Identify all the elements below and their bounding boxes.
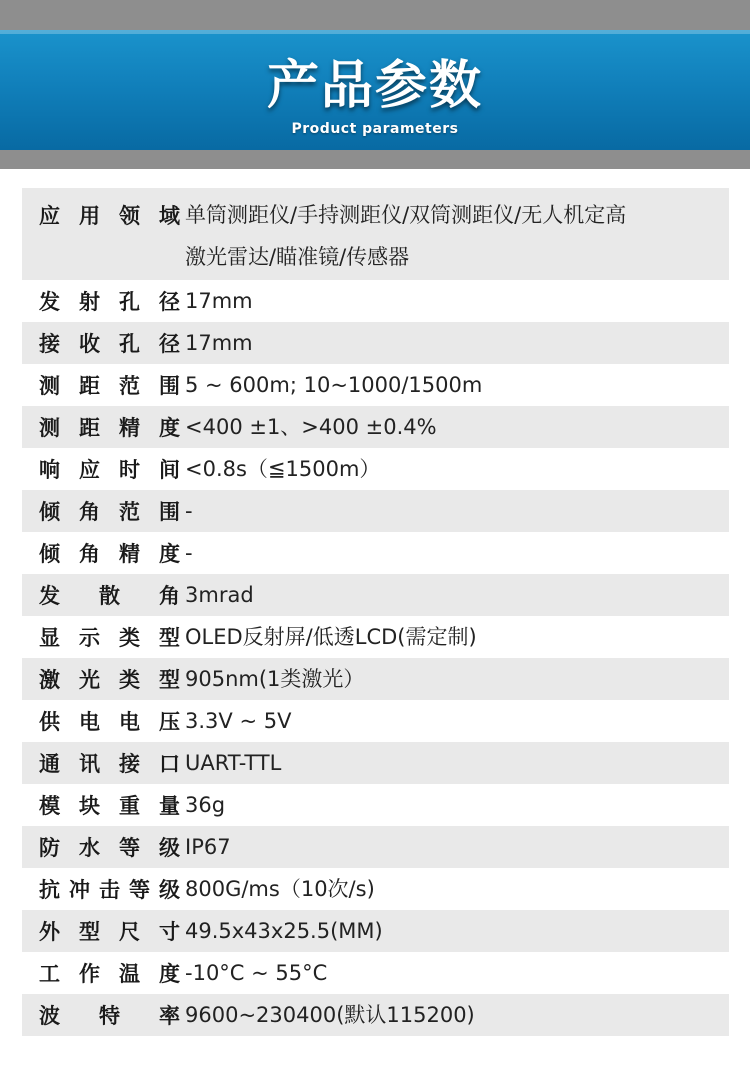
row-label-char: 击 [99,878,120,902]
table-row [22,868,729,910]
table-row [22,364,729,406]
row-value: 9600~230400(默认115200) [185,1003,475,1027]
value-line: 激光雷达/瞄准镜/传感器 [185,245,410,269]
row-value: OLED反射屏/低透LCD(需定制) [185,625,477,649]
row-label-char: 压 [159,710,180,734]
row-label [22,496,182,526]
row-label-char: 等 [119,836,140,860]
table-row [22,616,729,658]
row-label-char: 寸 [159,920,180,944]
row-label-char: 径 [159,290,180,314]
row-label-char: 重 [119,794,140,818]
table-row [22,490,729,532]
row-label [22,832,182,862]
value-line: 单筒测距仪/手持测距仪/双筒测距仪/无人机定高 [185,203,627,227]
bottom-gray-strip [0,150,750,169]
row-value [182,194,626,278]
row-label-char: 距 [79,416,100,440]
row-label-char: 供 [39,710,60,734]
row-value: 3.3V ~ 5V [185,709,292,733]
row-label-char: 发 [39,290,60,314]
row-label-char: 响 [39,458,60,482]
row-label [22,200,182,230]
row-label-char: 距 [79,374,100,398]
row-label-char: 应 [79,458,100,482]
table-row [22,532,729,574]
row-label-char: 电 [79,710,100,734]
row-label-char: 型 [159,626,180,650]
row-value: 49.5x43x25.5(MM) [185,919,383,943]
row-label-char: 率 [159,1004,180,1028]
row-value: - [185,541,193,565]
row-label [22,580,182,610]
table-row [22,188,729,280]
row-label-char: 围 [159,374,180,398]
row-label-char: 特 [99,1004,120,1028]
row-label-char: 收 [79,332,100,356]
table-row [22,742,729,784]
row-label [22,286,182,316]
row-value: 17mm [185,331,253,355]
row-label-char: 温 [119,962,140,986]
row-label [22,706,182,736]
row-label-char: 类 [119,668,140,692]
row-label [22,916,182,946]
row-label-char: 类 [119,626,140,650]
row-label-char: 通 [39,752,60,776]
row-label [22,790,182,820]
table-row [22,826,729,868]
row-value: 5 ~ 600m; 10~1000/1500m [185,373,483,397]
row-label [22,1000,182,1030]
row-label-char: 径 [159,332,180,356]
row-label [22,748,182,778]
row-label-char: 量 [159,794,180,818]
row-label-char: 倾 [39,500,60,524]
row-label [22,622,182,652]
row-value: <400 ±1、>400 ±0.4% [185,415,437,439]
row-value: <0.8s（≦1500m） [185,457,381,481]
header-banner [0,30,750,150]
row-label [22,454,182,484]
row-label-char: 倾 [39,542,60,566]
page-title: 产品参数 [266,56,483,116]
row-label-char: 度 [159,962,180,986]
row-value: 17mm [185,289,253,313]
row-label-char: 发 [39,584,60,608]
row-label-char: 域 [159,204,180,228]
top-gray-strip [0,0,750,30]
row-label-char: 级 [159,836,180,860]
row-label-char: 型 [79,920,100,944]
row-label [22,538,182,568]
row-label-char: 光 [79,668,100,692]
row-value: 3mrad [185,583,254,607]
row-label-char: 尺 [119,920,140,944]
row-label-char: 波 [39,1004,60,1028]
table-row [22,700,729,742]
row-label-char: 应 [39,204,60,228]
row-label-char: 等 [129,878,150,902]
row-label-char: 级 [159,878,180,902]
row-label-char: 工 [39,962,60,986]
row-label-char: 块 [79,794,100,818]
row-label [22,664,182,694]
row-label-char: 间 [159,458,180,482]
row-value: 36g [185,793,226,817]
page-subtitle: Product parameters [291,121,459,137]
row-value: IP67 [185,835,231,859]
row-label-char: 外 [39,920,60,944]
row-label-char: 测 [39,374,60,398]
row-label-char: 度 [159,542,180,566]
table-row [22,658,729,700]
table-row [22,784,729,826]
row-label-char: 射 [79,290,100,314]
row-value: UART-TTL [185,751,282,775]
row-label-char: 精 [119,542,140,566]
row-label-char: 水 [79,836,100,860]
row-label [22,370,182,400]
row-label-char: 角 [79,500,100,524]
row-label [22,958,182,988]
row-label-char: 接 [39,332,60,356]
row-label-char: 模 [39,794,60,818]
parameters-table [22,188,729,1036]
row-label [22,328,182,358]
row-label-char: 示 [79,626,100,650]
row-label [22,874,182,904]
row-label-char: 作 [79,962,100,986]
table-row [22,910,729,952]
row-label-char: 冲 [69,878,90,902]
row-label-char: 范 [119,374,140,398]
row-label-char: 散 [99,584,120,608]
table-row [22,280,729,322]
row-label-char: 防 [39,836,60,860]
row-value: -10°C ~ 55°C [185,961,328,985]
table-row [22,994,729,1036]
row-label-char: 围 [159,500,180,524]
row-label-char: 度 [159,416,180,440]
table-row [22,574,729,616]
row-value: 800G/ms（10次/s) [185,877,375,901]
row-label-char: 型 [159,668,180,692]
row-label [22,412,182,442]
row-label-char: 孔 [119,290,140,314]
row-label-char: 角 [79,542,100,566]
row-label-char: 激 [39,668,60,692]
row-label-char: 孔 [119,332,140,356]
row-value: 905nm(1类激光） [185,667,365,691]
row-label-char: 讯 [79,752,100,776]
row-label-char: 显 [39,626,60,650]
row-label-char: 用 [79,204,100,228]
table-row [22,952,729,994]
table-row [22,448,729,490]
table-row [22,406,729,448]
row-label-char: 电 [119,710,140,734]
row-label-char: 领 [119,204,140,228]
row-label-char: 精 [119,416,140,440]
row-label-char: 角 [159,584,180,608]
row-label-char: 接 [119,752,140,776]
table-row [22,322,729,364]
row-label-char: 抗 [39,878,60,902]
row-label-char: 口 [159,752,180,776]
row-label-char: 范 [119,500,140,524]
row-label-char: 时 [119,458,140,482]
row-value: - [185,499,193,523]
row-label-char: 测 [39,416,60,440]
